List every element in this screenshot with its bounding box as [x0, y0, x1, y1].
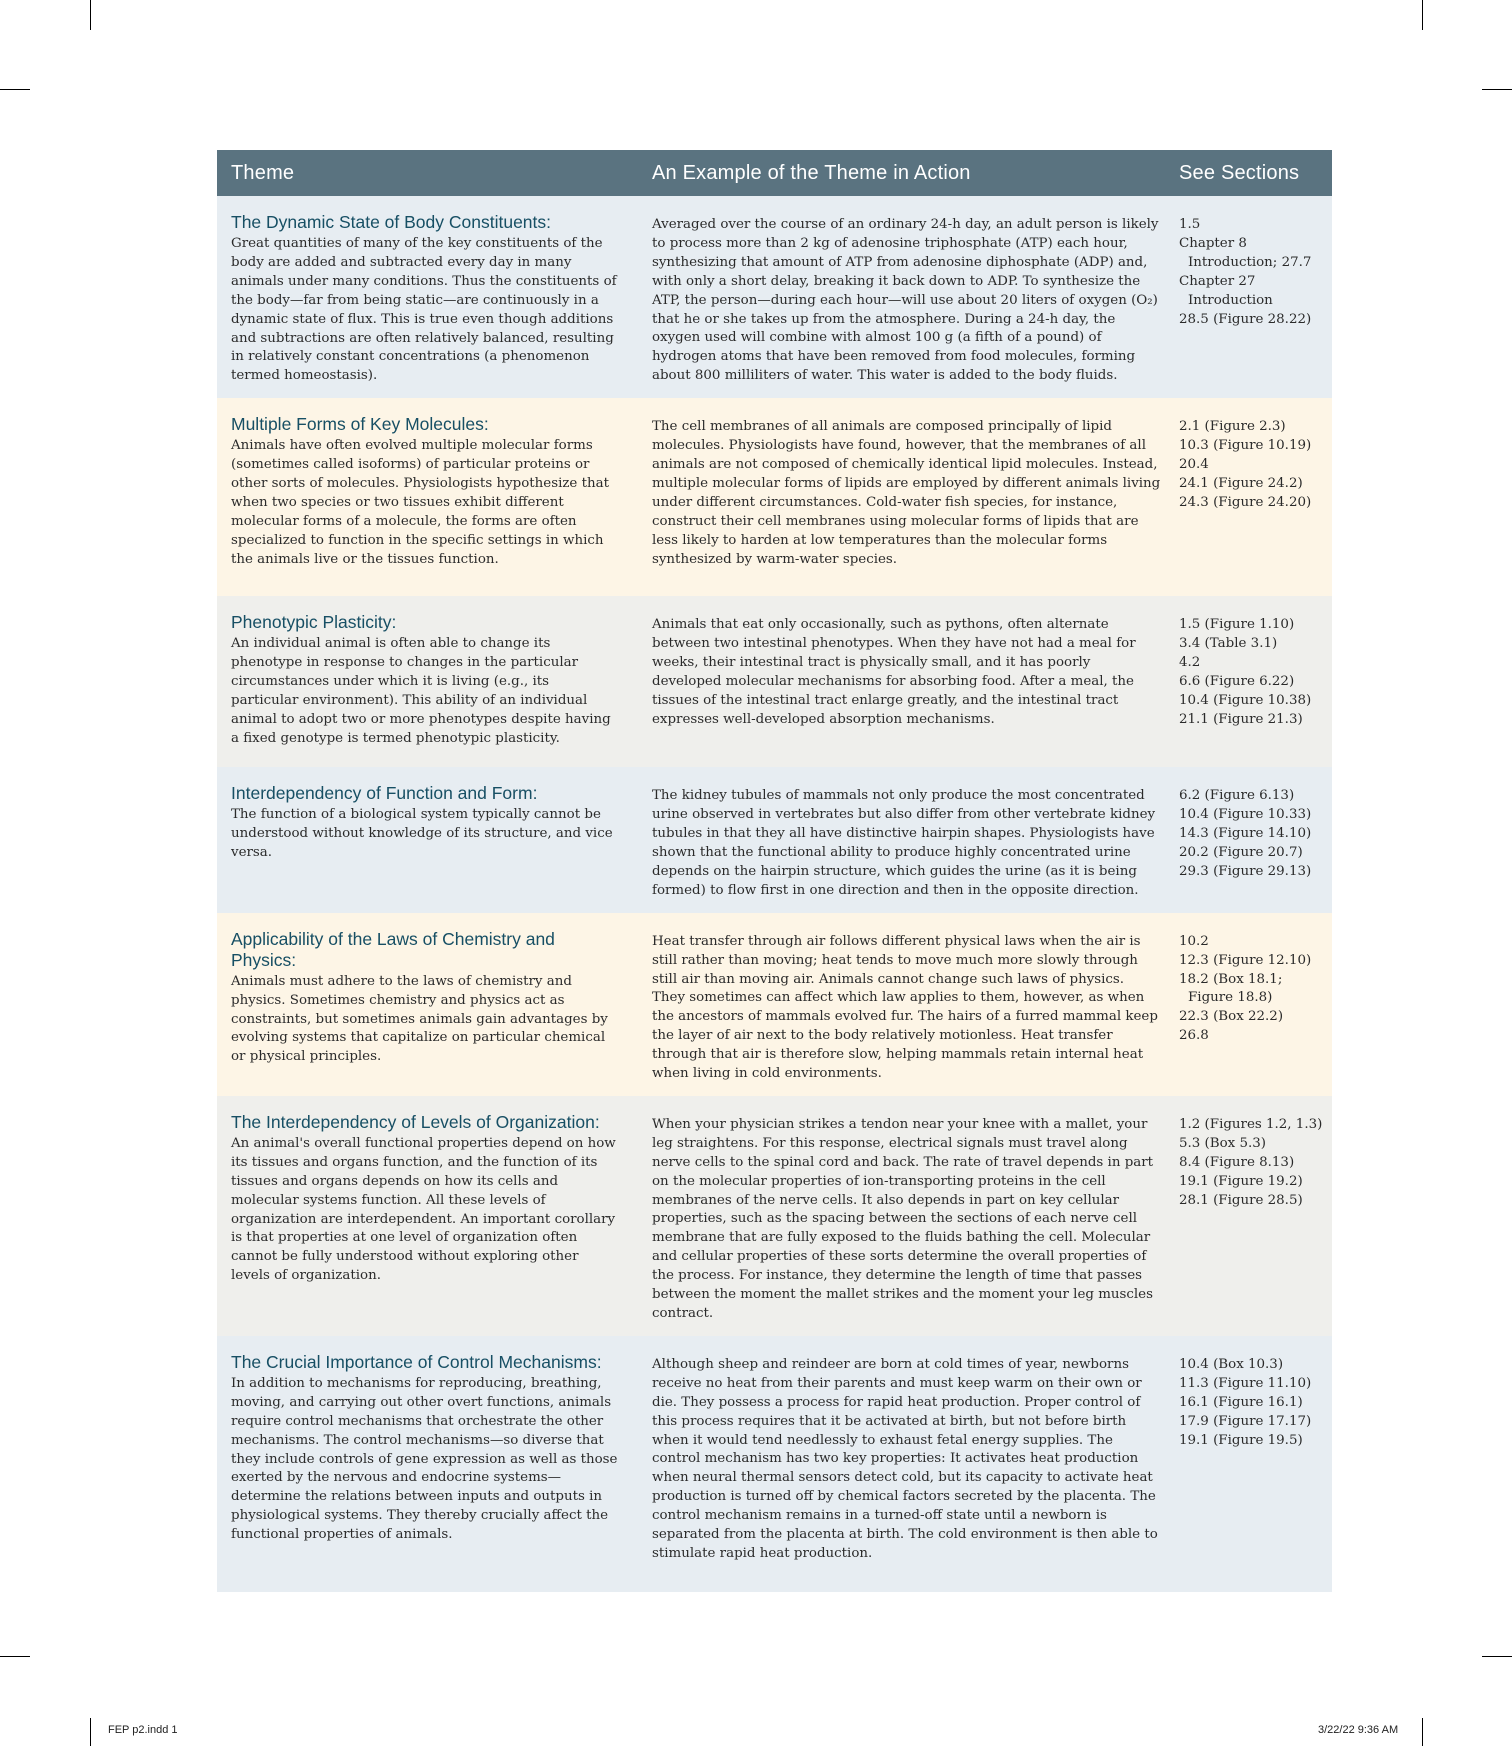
section-ref: 10.3 (Figure 10.19) — [1179, 438, 1312, 454]
theme-description: Great quantities of many of the key constituents of the body are added and subtracted every day in many animals under many conditions. Thus the constituents of the body—far from being static—are continuously in a dynamic state of flux. This is true even though additions and subtractions are often relatively balanced, resulting in relatively constant concentrations (a phenomenon termed homeostasis). — [231, 236, 617, 384]
example-cell — [628, 767, 1171, 912]
section-ref: 18.2 (Box 18.1; — [1179, 971, 1283, 987]
theme-cell — [217, 596, 628, 767]
sections-cell — [1171, 398, 1332, 596]
theme-description: The function of a biological system typically cannot be understood without knowledge of its structure, and vice versa. — [231, 807, 613, 861]
crop-mark-left-top — [0, 89, 30, 90]
crop-mark-top-right — [1422, 0, 1423, 30]
section-ref: 1.2 (Figures 1.2, 1.3) — [1179, 1116, 1323, 1132]
table-row — [217, 1096, 1332, 1336]
slug-rule-left — [90, 1718, 91, 1746]
themes-table — [217, 150, 1332, 1592]
section-ref: Chapter 8 — [1179, 235, 1247, 251]
section-ref: Figure 18.8) — [1188, 990, 1273, 1006]
crop-mark-top-left — [90, 0, 91, 30]
crop-mark-left-bottom — [0, 1656, 30, 1657]
section-ref: Introduction; 27.7 — [1188, 254, 1312, 270]
section-ref: 12.3 (Figure 12.10) — [1179, 952, 1312, 968]
theme-example: Animals that eat only occasionally, such as pythons, often alternate between two intestinal phenotypes. When they have not had a meal for weeks, their intestinal tract is physically small, and it has poorly developed molecular mechanisms for absorbing food. After a meal, the tissues of the intestinal tract enlarge greatly, and the intestinal tract expresses well-developed absorption mechanisms. — [652, 617, 1136, 727]
crop-mark-right-top — [1482, 89, 1512, 90]
theme-example: The cell membranes of all animals are composed principally of lipid molecules. Physiologists have found, however, that the membranes of all animals are not composed of chemically identical lipid molecules. Instead, multiple molecular forms of lipids are employed by different animals living under different circumstances. Cold-water fish species, for instance, construct their cell membranes using molecular forms of lipids that are less likely to harden at low temperatures than the molecular forms synthesized by warm-water species. — [652, 419, 1161, 567]
section-ref: 24.3 (Figure 24.20) — [1179, 494, 1312, 510]
slug-datetime: 3/22/22 9:36 AM — [1318, 1724, 1399, 1736]
section-ref: 21.1 (Figure 21.3) — [1179, 711, 1303, 727]
sections-cell — [1171, 767, 1332, 912]
section-ref: 10.4 (Figure 10.33) — [1179, 807, 1312, 823]
theme-title: Applicability of the Laws of Chemistry and Physics: — [231, 928, 555, 970]
section-ref: 28.1 (Figure 28.5) — [1179, 1192, 1303, 1208]
theme-description: An animal's overall functional properties depend on how its tissues and organs function, and the function of its tissues and organs depends on how its cells and molecular systems function. All these levels of organization are interdependent. An important corollary is that properties at one level of organization often cannot be fully understood without exploring other levels of organization. — [231, 1135, 616, 1284]
table-row — [217, 1336, 1332, 1592]
theme-title: The Dynamic State of Body Constituents: — [231, 212, 552, 232]
table-body — [217, 196, 1332, 1592]
theme-description: An individual animal is often able to change its phenotype in response to changes in the particular circumstances under which it is living (e.g., its particular environment). This ability of an individual animal to adopt two or more phenotypes despite having a fixed genotype is termed phenotypic plasticity. — [231, 636, 611, 746]
theme-cell — [217, 1096, 628, 1336]
crop-mark-right-bottom — [1482, 1656, 1512, 1657]
section-refs — [1179, 1356, 1328, 1451]
section-refs — [1179, 787, 1328, 882]
section-ref: 22.3 (Box 22.2) — [1179, 1009, 1284, 1025]
section-ref: 19.1 (Figure 19.2) — [1179, 1173, 1303, 1189]
slug-rule-right — [1422, 1718, 1423, 1746]
theme-title: The Crucial Importance of Control Mechanisms: — [231, 1351, 602, 1372]
section-refs — [1179, 418, 1328, 513]
section-ref: 26.8 — [1179, 1028, 1209, 1044]
section-refs — [1179, 616, 1328, 729]
section-ref: 16.1 (Figure 16.1) — [1179, 1394, 1303, 1410]
section-ref: 24.1 (Figure 24.2) — [1179, 475, 1303, 491]
table-header-row — [217, 150, 1332, 196]
section-refs — [1179, 216, 1328, 329]
section-ref: 10.2 — [1179, 933, 1209, 949]
section-ref: 1.5 — [1179, 217, 1201, 232]
header-sections: See Sections — [1171, 150, 1332, 196]
section-ref: 17.9 (Figure 17.17) — [1179, 1413, 1312, 1429]
section-refs — [1179, 1116, 1328, 1211]
header-example: An Example of the Theme in Action — [628, 150, 1171, 196]
theme-title: Interdependency of Function and Form: — [231, 783, 538, 804]
section-ref: 6.2 (Figure 6.13) — [1179, 788, 1295, 804]
theme-cell — [217, 913, 628, 1096]
section-ref: 5.3 (Box 5.3) — [1179, 1135, 1267, 1151]
example-cell — [628, 1096, 1171, 1336]
theme-example: Although sheep and reindeer are born at cold times of year, newborns receive no heat from their parents and must keep warm on their own or die. They possess a process for rapid heat production. Proper control of this process requires that it be activated at birth, but not before birth when it would tend needlessly to exhaust fetal energy supplies. The control mechanism has two key properties: It activates heat production when neural thermal sensors detect cold, but its capacity to activate heat production is turned off by chemical factors secreted by the placenta. The control mechanism remains in a turned-off state until a newborn is separated from the placenta at birth. The cold environment is then able to stimulate rapid heat production. — [652, 1356, 1158, 1561]
section-ref: 1.5 (Figure 1.10) — [1179, 617, 1295, 633]
sections-cell — [1171, 913, 1332, 1096]
section-ref: 8.4 (Figure 8.13) — [1179, 1154, 1295, 1170]
theme-cell — [217, 1336, 628, 1592]
theme-example: The kidney tubules of mammals not only produce the most concentrated urine observed in vertebrates but also differ from other vertebrate kidney tubules in that they all have distinctive hairpin shapes. Physiologists have shown that the functional ability to produce highly concentrated urine depends on the hairpin structure, which guides the urine (as it is being formed) to flow first in one direction and then in the opposite direction. — [652, 788, 1156, 898]
section-ref: 20.2 (Figure 20.7) — [1179, 844, 1303, 860]
theme-description: Animals have often evolved multiple molecular forms (sometimes called isoforms) of particular proteins or other sorts of molecules. Physiologists hypothesize that when two species or two tissues exhibit different molecular forms of a molecule, the forms are often specialized to function in the specific settings in which the animals live or the tissues function. — [231, 438, 609, 567]
theme-cell — [217, 398, 628, 596]
section-ref: Introduction — [1188, 292, 1273, 308]
section-ref: 20.4 — [1179, 457, 1209, 473]
section-refs — [1179, 933, 1328, 1046]
table-row — [217, 913, 1332, 1096]
section-ref: 14.3 (Figure 14.10) — [1179, 826, 1312, 842]
theme-cell — [217, 767, 628, 912]
theme-example: Heat transfer through air follows different physical laws when the air is still rather than moving; heat tends to move much more slowly through still air than moving air. Animals cannot change such laws of physics. They sometimes can affect which law applies to them, however, as when the ancestors of mammals evolved fur. The hairs of a furred mammal keep the layer of air next to the body relatively motionless. Heat transfer through that air is therefore slow, helping mammals retain internal heat when living in cold environments. — [652, 933, 1158, 1082]
section-ref: 4.2 — [1179, 655, 1201, 671]
section-ref: 6.6 (Figure 6.22) — [1179, 673, 1295, 689]
theme-title: Multiple Forms of Key Molecules: — [231, 414, 489, 435]
sections-cell — [1171, 1096, 1332, 1336]
example-cell — [628, 596, 1171, 767]
table-row — [217, 398, 1332, 596]
section-ref: 10.4 (Box 10.3) — [1179, 1356, 1284, 1372]
table-row — [217, 767, 1332, 912]
theme-title: The Interdependency of Levels of Organization: — [231, 1111, 600, 1132]
theme-cell — [217, 196, 628, 398]
example-cell — [628, 913, 1171, 1096]
table-row — [217, 596, 1332, 767]
section-ref: 29.3 (Figure 29.13) — [1179, 863, 1312, 879]
section-ref: 2.1 (Figure 2.3) — [1179, 419, 1286, 435]
theme-example: When your physician strikes a tendon near your knee with a mallet, your leg straightens. For this response, electrical signals must travel along nerve cells to the spinal cord and back. The rate of travel depends in part on the molecular properties of ion-transporting proteins in the cell membranes of the nerve cells. It also depends in part on key cellular properties, such as the spacing between the sections of each nerve cell membrane that are fully exposed to the fluids bathing the cell. Molecular and cellular properties of these sorts determine the overall properties of the process. For instance, they determine the length of time that passes between the moment the mallet strikes and the moment your leg muscles contract. — [652, 1116, 1154, 1321]
example-cell — [628, 196, 1171, 398]
sections-cell — [1171, 196, 1332, 398]
slug-filename: FEP p2.indd 1 — [108, 1724, 178, 1736]
sections-cell — [1171, 596, 1332, 767]
example-cell — [628, 1336, 1171, 1592]
theme-title: Phenotypic Plasticity: — [231, 612, 397, 633]
theme-example: Averaged over the course of an ordinary 24-h day, an adult person is likely to process more than 2 kg of adenosine triphosphate (ATP) each hour, synthesizing that amount of ATP from adenosine diphosphate (ADP) and, with only a short delay, breaking it back down to ADP. To synthesize the ATP, the person—during each hour—will use about 20 liters of oxygen (O₂) that he or she takes up from the atmosphere. During a 24-h day, the oxygen used will combine with almost 100 g (a fifth of a pound) of hydrogen atoms that have been removed from food molecules, forming about 800 milliliters of water. This water is added to the body fluids. — [652, 217, 1159, 384]
theme-description: In addition to mechanisms for reproducing, breathing, moving, and carrying out other overt functions, animals require control mechanisms that orchestrate the other mechanisms. The control mechanisms—so diverse that they include controls of gene expression as well as those exerted by the nervous and endocrine systems—determine the relations between inputs and outputs in physiological systems. They thereby crucially affect the functional properties of animals. — [231, 1375, 618, 1543]
section-ref: 10.4 (Figure 10.38) — [1179, 692, 1312, 708]
theme-description: Animals must adhere to the laws of chemistry and physics. Sometimes chemistry and physics act as constraints, but sometimes animals gain advantages by evolving systems that capitalize on particular chemical or physical principles. — [231, 973, 608, 1065]
example-cell — [628, 398, 1171, 596]
section-ref: Chapter 27 — [1179, 273, 1256, 289]
section-ref: 3.4 (Table 3.1) — [1179, 636, 1278, 652]
table-row — [217, 196, 1332, 398]
section-ref: 28.5 (Figure 28.22) — [1179, 311, 1312, 327]
section-ref: 11.3 (Figure 11.10) — [1179, 1375, 1312, 1391]
sections-cell — [1171, 1336, 1332, 1592]
section-ref: 19.1 (Figure 19.5) — [1179, 1432, 1303, 1448]
header-theme: Theme — [217, 150, 628, 196]
